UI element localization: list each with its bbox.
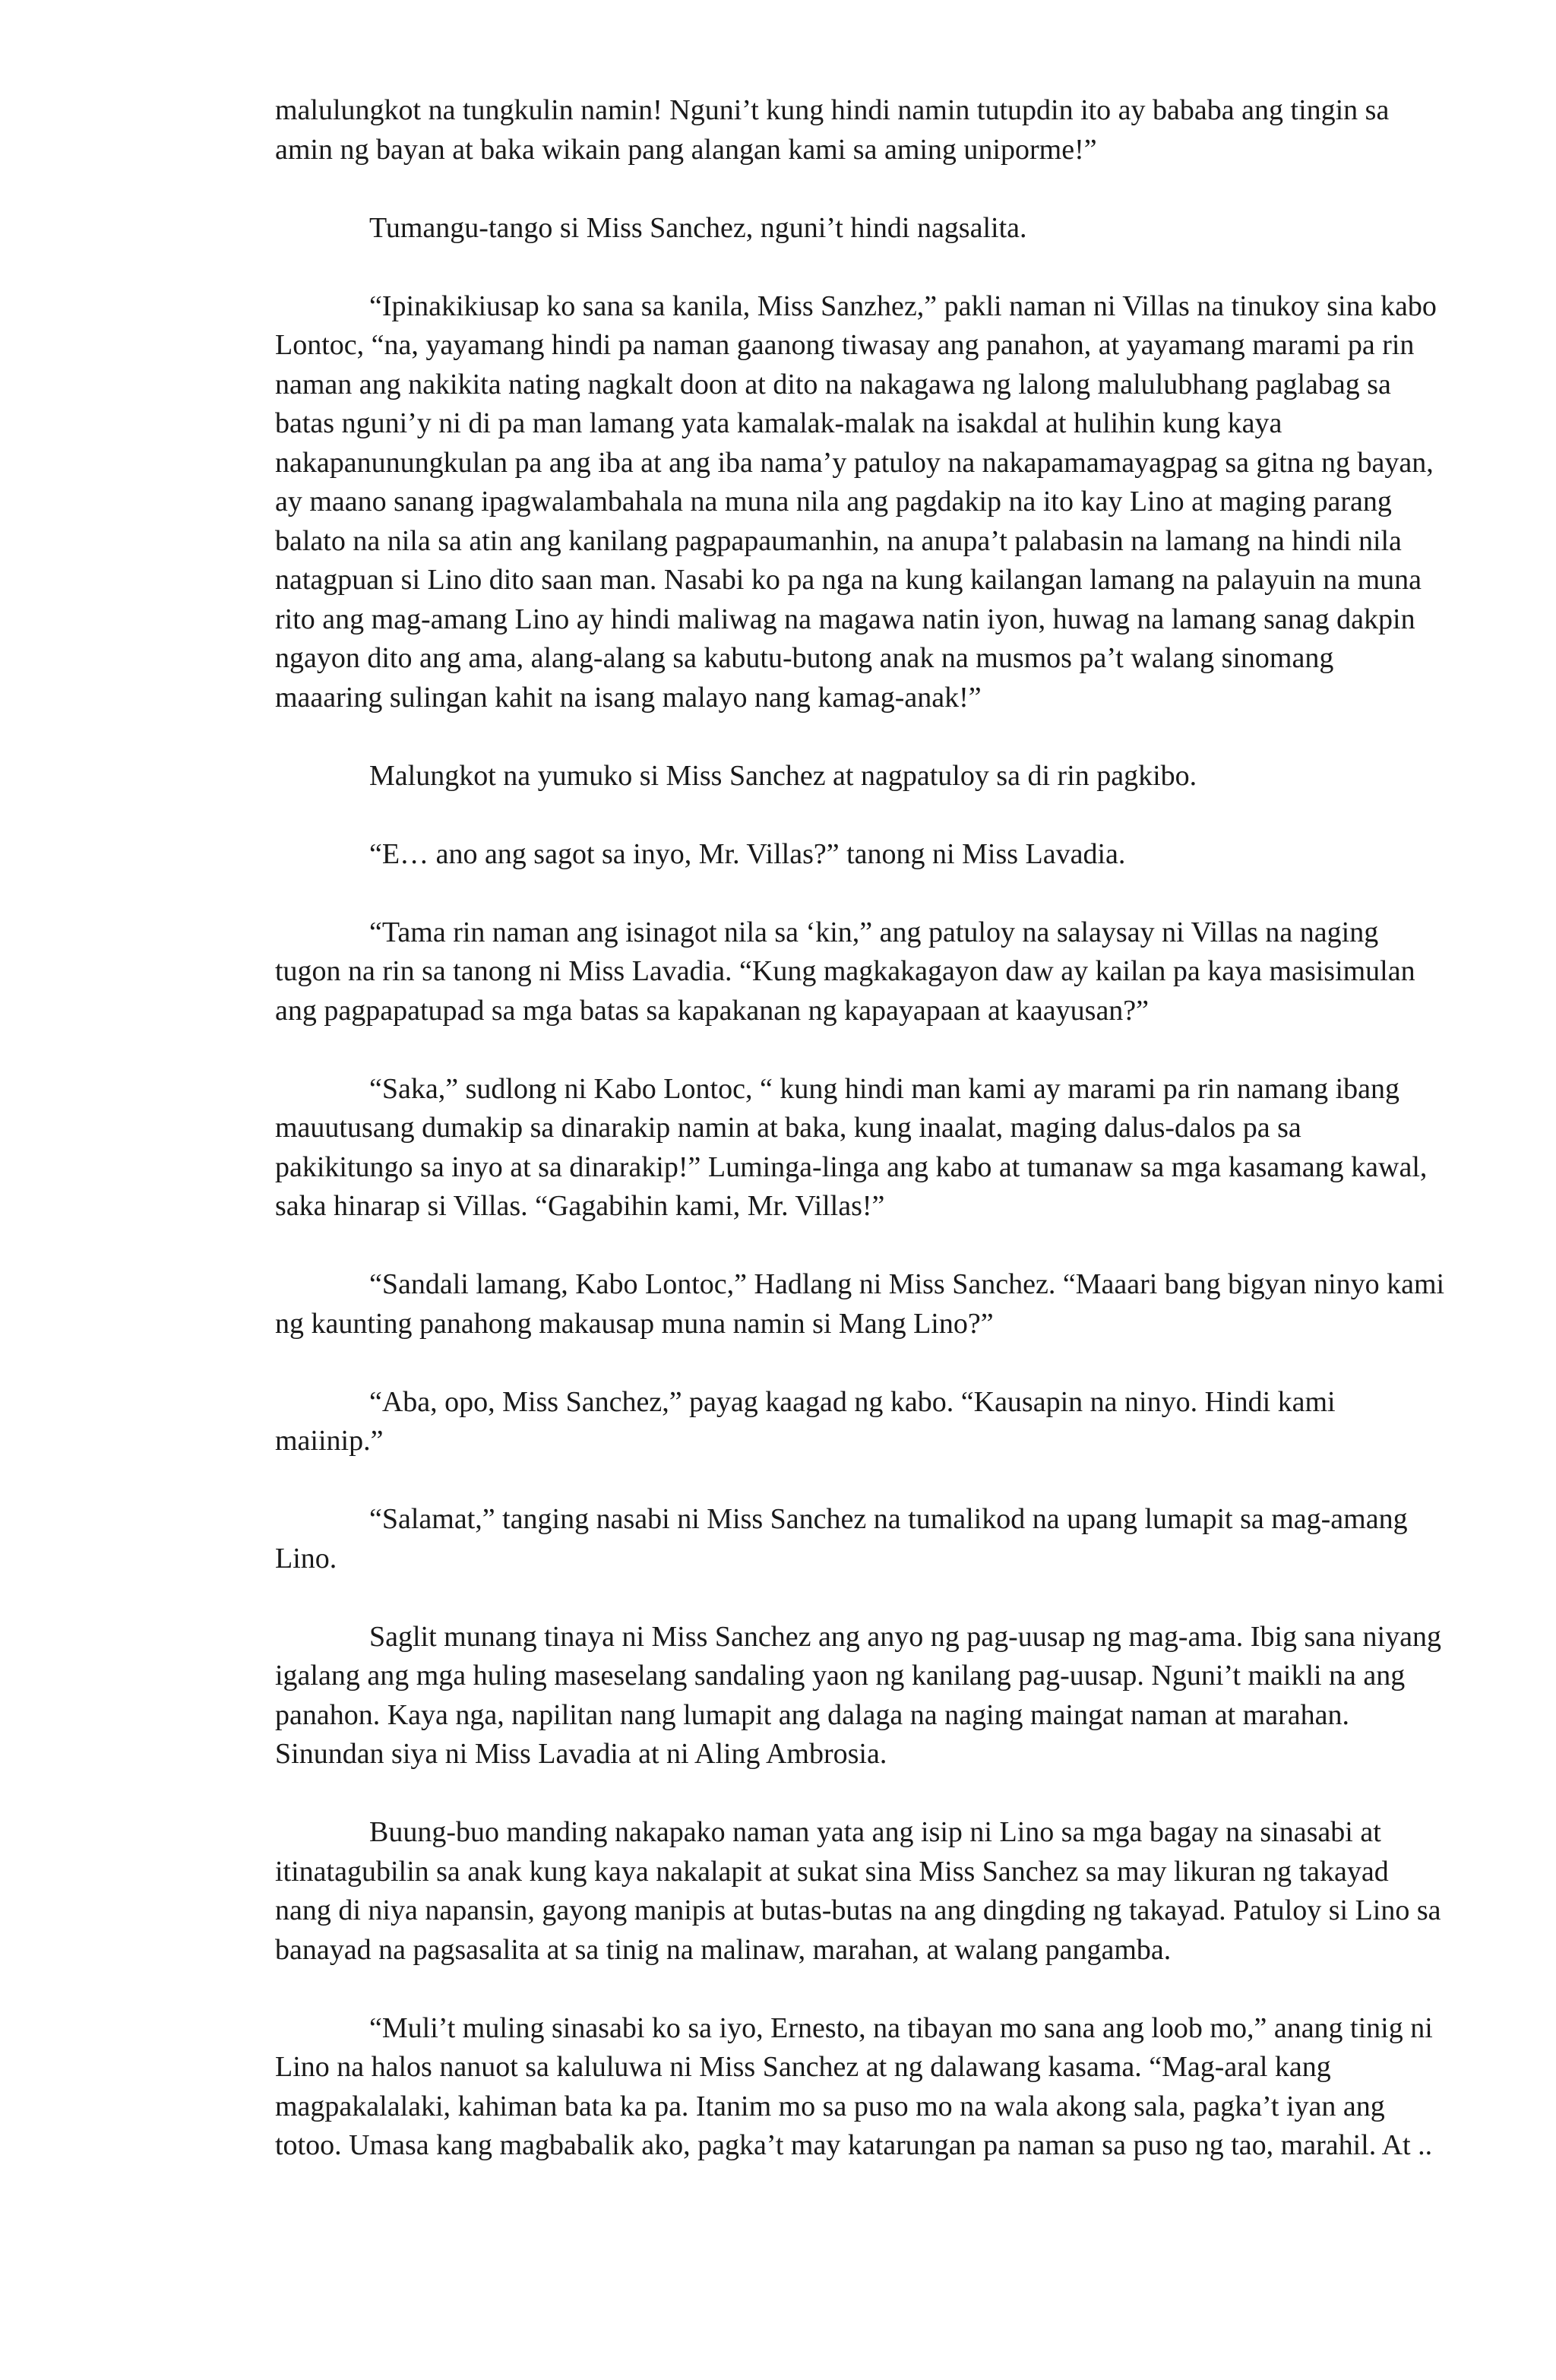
paragraph-2: Tumangu-tango si Miss Sanchez, nguni’t hindi nagsalita. — [369, 211, 1027, 244]
paragraph-13: “Muli’t muling sinasabi ko sa iyo, Ernesto, na tibayan mo sana ang loob mo,” anang tinig ni Lino na halos nanuot sa kaluluwa ni Miss Sanchez at ng dalawang kasama. “Mag-aral kang magpakalalaki, kahiman bata ka pa. Itanim mo sa puso mo na wala akong sala, pagka’t iyan ang totoo. Umasa kang magbabalik ako, pagka’t may katarungan pa naman sa puso ng tao, marahil. At .. — [275, 2011, 1433, 2161]
paragraph-7: “Saka,” sudlong ni Kabo Lontoc, “ kung hindi man kami ay marami pa rin namang ibang mauutusang dumakip sa dinarakip namin at baka, kung inaalat, maging dalus-dalos pa sa pakikitungo sa inyo at sa dinarakip!” Luminga-linga ang kabo at tumanaw sa mga kasamang kawal, saka hinarap si Villas. “Gagabihin kami, Mr. Villas!” — [275, 1072, 1428, 1222]
paragraph-9: “Aba, opo, Miss Sanchez,” payag kaagad ng kabo. “Kausapin na ninyo. Hindi kami maiinip.” — [275, 1385, 1336, 1457]
document-page — [275, 91, 1445, 2166]
paragraph-4: Malungkot na yumuko si Miss Sanchez at nagpatuloy sa di rin pagkibo. — [369, 759, 1197, 792]
paragraph-6: “Tama rin naman ang isinagot nila sa ‘kin,” ang patuloy na salaysay ni Villas na naging tugon na rin sa tanong ni Miss Lavadia. “Kung magkakagayon daw ay kailan pa kaya masisimulan ang pagpapatupad sa mga batas sa kapakanan ng kapayapaan at kaayusan?” — [275, 916, 1415, 1027]
paragraph-3: “Ipinakikiusap ko sana sa kanila, Miss Sanzhez,” pakli naman ni Villas na tinukoy sina kabo Lontoc, “na, yayamang hindi pa naman gaanong tiwasay ang panahon, at yayamang marami pa rin naman ang nakikita nating nagkalt doon at dito na nakagawa ng lalong malulubhang paglabag sa batas nguni’y ni di pa man lamang yata kamalak-malak na isakdal at hulihin kung kaya nakapanunungkulan pa ang iba at ang iba nama’y patuloy na nakapamamayagpag sa gitna ng bayan, ay maano sanang ipagwalambahala na muna nila ang pagdakip na ito kay Lino at maging parang balato na nila sa atin ang kanilang pagpapaumanhin, na anupa’t palabasin na lamang na hindi nila natagpuan si Lino dito saan man. Nasabi ko pa nga na kung kailangan lamang na palayuin na muna rito ang mag-amang Lino ay hindi maliwag na magawa natin iyon, huwag na lamang sanag dakpin ngayon dito ang ama, alang-alang sa kabutu-butong anak na musmos pa’t walang sinomang maaaring sulingan kahit na isang malayo nang kamag-anak!” — [275, 290, 1437, 714]
paragraph-10: “Salamat,” tanging nasabi ni Miss Sanchez na tumalikod na upang lumapit sa mag-amang Lino. — [275, 1503, 1408, 1575]
paragraph-12: Buung-buo manding nakapako naman yata ang isip ni Lino sa mga bagay na sinasabi at itinatagubilin sa anak kung kaya nakalapit at sukat sina Miss Sanchez sa may likuran ng takayad nang di niya napansin, gayong manipis at butas-butas na ang dingding ng takayad. Patuloy si Lino sa banayad na pagsasalita at sa tinig na malinaw, marahan, at walang pangamba. — [275, 1816, 1441, 1966]
paragraph-11: Saglit munang tinaya ni Miss Sanchez ang anyo ng pag-uusap ng mag-ama. Ibig sana niyang igalang ang mga huling maseselang sandaling yaon ng kanilang pag-uusap. Nguni’t maikli na ang panahon. Kaya nga, napilitan nang lumapit ang dalaga na naging maingat naman at marahan. Sinundan siya ni Miss Lavadia at ni Aling Ambrosia. — [275, 1620, 1441, 1770]
paragraph-5: “E… ano ang sagot sa inyo, Mr. Villas?” tanong ni Miss Lavadia. — [369, 837, 1126, 870]
paragraph-1: malulungkot na tungkulin namin! Nguni’t kung hindi namin tutupdin ito ay bababa ang tingin sa amin ng bayan at baka wikain pang alangan kami sa aming uniporme!” — [275, 94, 1390, 166]
paragraph-8: “Sandali lamang, Kabo Lontoc,” Hadlang ni Miss Sanchez. “Maaari bang bigyan ninyo kami ng kaunting panahong makausap muna namin si Mang Lino?” — [275, 1268, 1445, 1340]
